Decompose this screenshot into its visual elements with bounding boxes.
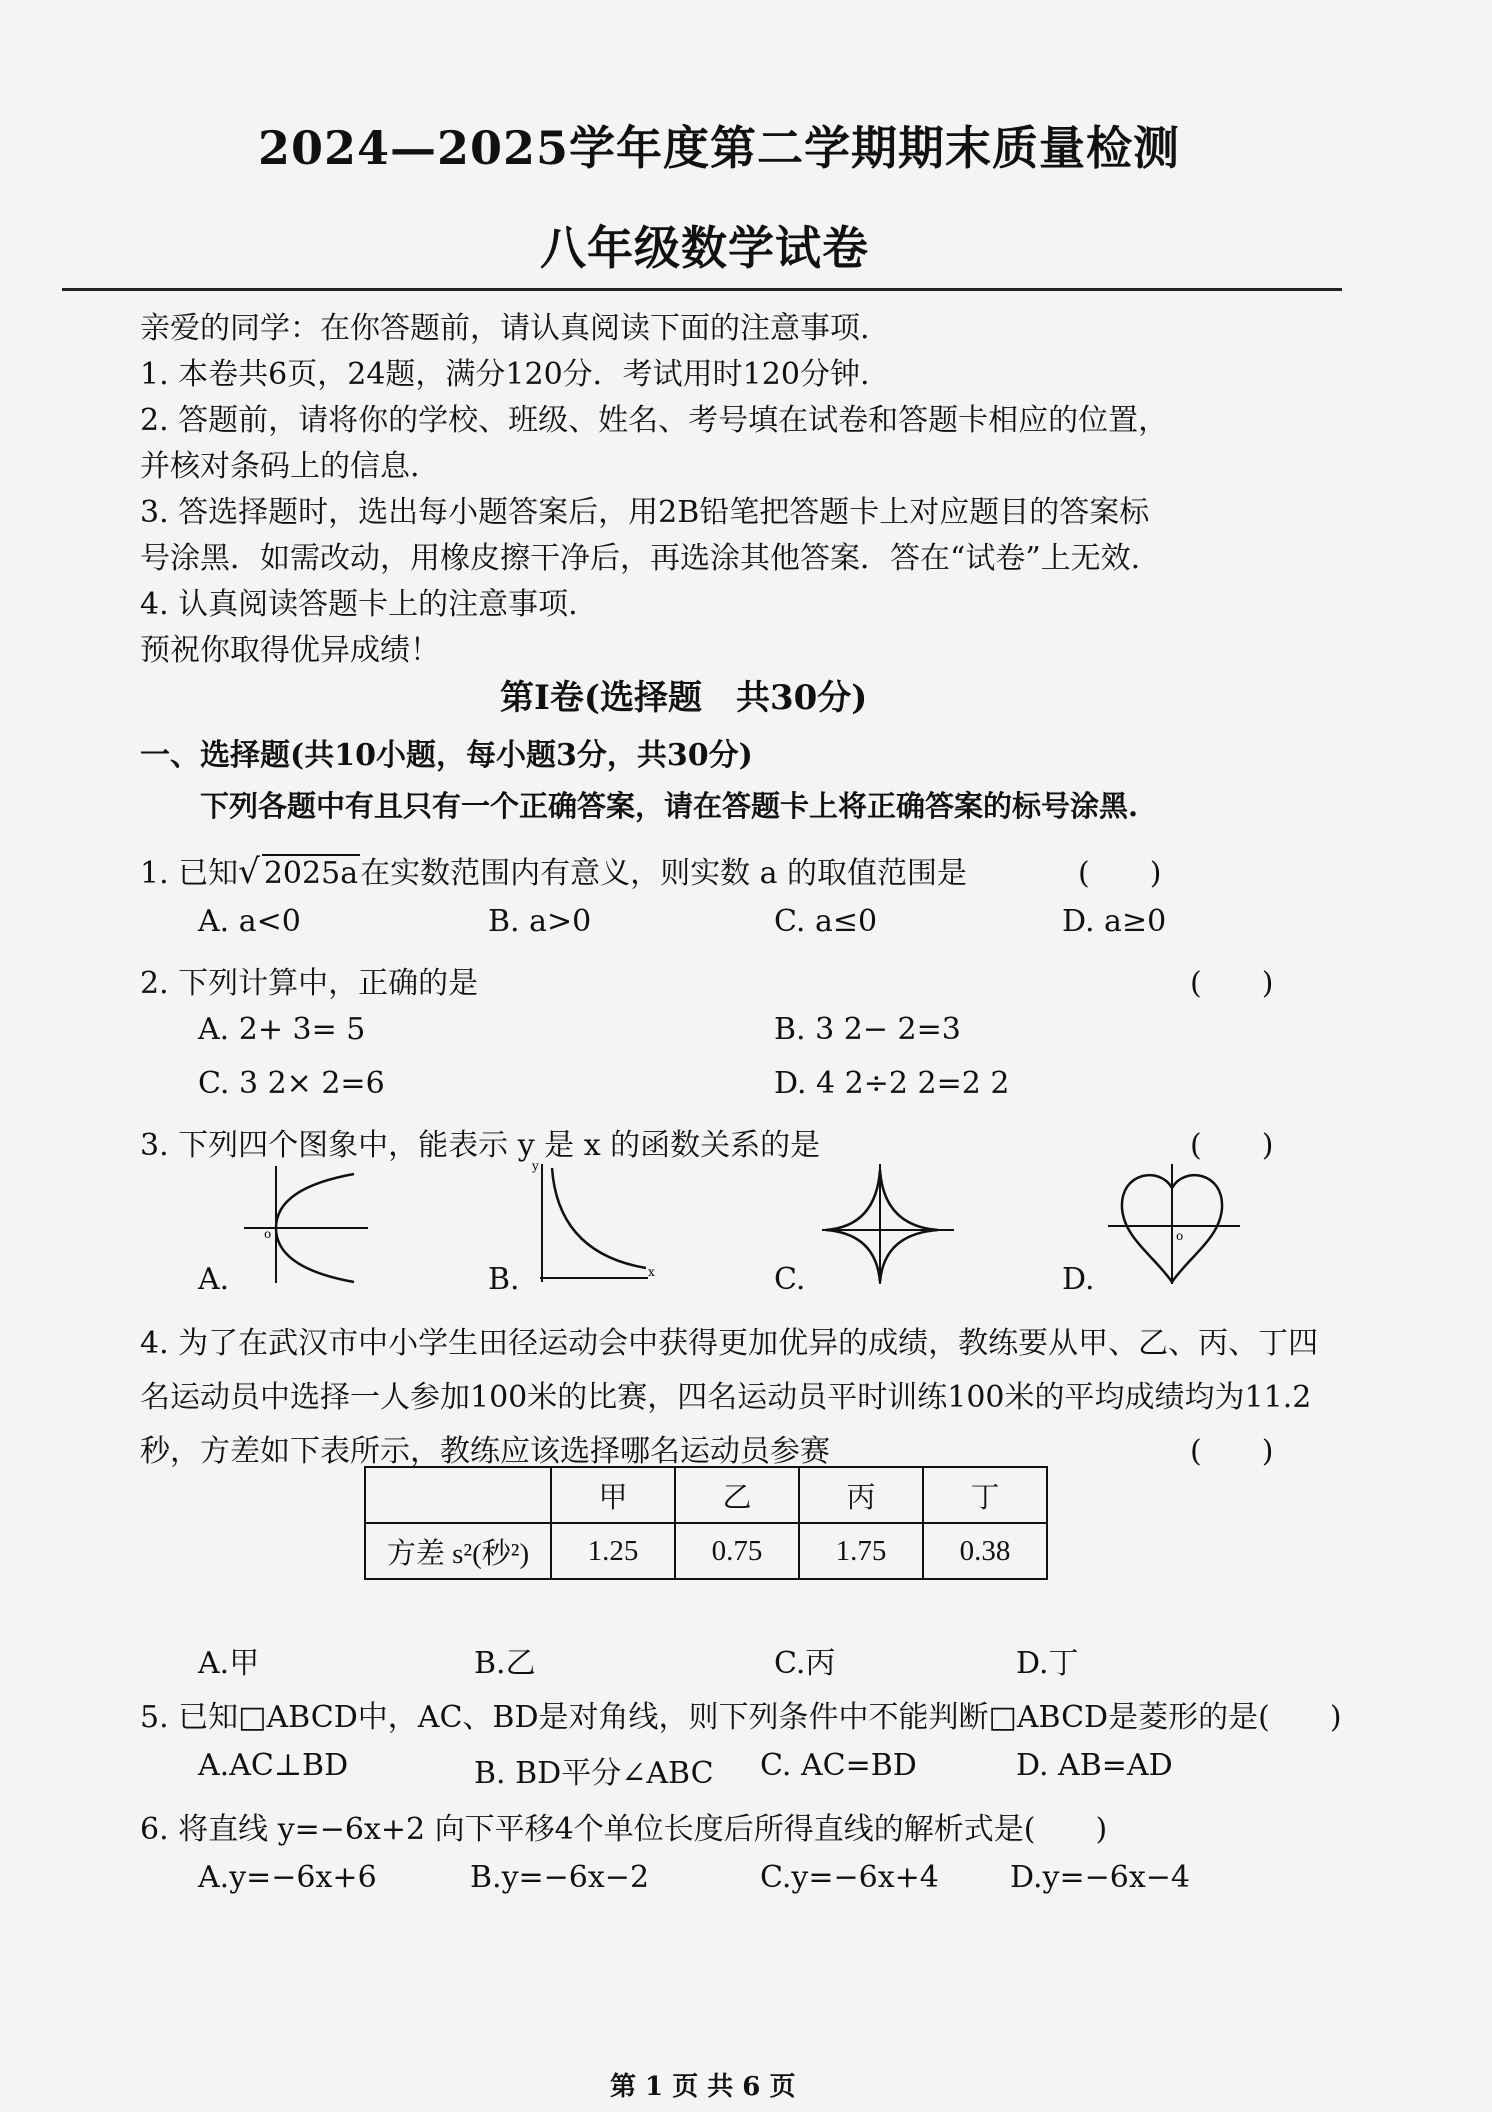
- graph-d-heart-icon: [1104, 1158, 1244, 1288]
- question-5: 5. 已知□ABCD中，AC、BD是对角线，则下列条件中不能判断□ABCD是菱形的是( ): [140, 1700, 1342, 1735]
- q2-option-c: C. 3 2× 2=6: [198, 1066, 385, 1101]
- question-4-answer-paren: ( ): [1190, 1434, 1274, 1469]
- question-6: 6. 将直线 y=−6x+2 向下平移4个单位长度后所得直线的解析式是( ): [140, 1812, 1108, 1847]
- q5-option-d: D. AB=AD: [1016, 1748, 1173, 1783]
- notice-item-4: 4. 认真阅读答题卡上的注意事项.: [140, 587, 578, 622]
- q5-option-b: B. BD平分∠ABC: [474, 1756, 714, 1791]
- q6-option-d: D.y=−6x−4: [1010, 1860, 1190, 1895]
- table-cell: 1.75: [799, 1523, 923, 1579]
- table-cell: 0.38: [923, 1523, 1047, 1579]
- question-2: 2. 下列计算中，正确的是: [140, 966, 479, 1001]
- header-divider: [62, 288, 1342, 291]
- q2-option-a: A. 2+ 3= 5: [198, 1012, 366, 1047]
- notice-item-3a: 3. 答选择题时，选出每小题答案后，用2B铅笔把答题卡上对应题目的答案标: [140, 495, 1150, 530]
- q4-option-b: B.乙: [474, 1646, 536, 1681]
- question-1-radicand: 2025a: [263, 856, 359, 891]
- q6-option-b: B.y=−6x−2: [470, 1860, 650, 1895]
- part-title: 第Ⅰ卷(选择题 共30分): [500, 678, 868, 718]
- section-instruction: 下列各题中有且只有一个正确答案，请在答题卡上将正确答案的标号涂黑.: [200, 789, 1139, 823]
- svg-text:o: o: [264, 1227, 272, 1241]
- table-row-label: 方差 s²(秒²): [365, 1523, 551, 1579]
- q1-option-a: A. a<0: [198, 904, 301, 939]
- q5-option-a: A.AC⊥BD: [198, 1748, 349, 1783]
- section-heading: 一、选择题(共10小题，每小题3分，共30分): [140, 738, 753, 773]
- notice-intro: 亲爱的同学：在你答题前，请认真阅读下面的注意事项.: [140, 311, 870, 346]
- table-header-cell: 丁: [923, 1467, 1047, 1523]
- table-header-cell: 甲: [551, 1467, 675, 1523]
- graph-a-sideways-parabola-icon: [236, 1158, 376, 1288]
- notice-item-2a: 2. 答题前，请将你的学校、班级、姓名、考号填在试卷和答题卡相应的位置，: [140, 403, 1169, 438]
- table-header-row: [365, 1467, 1047, 1523]
- table-cell: 1.25: [551, 1523, 675, 1579]
- question-2-answer-paren: ( ): [1190, 966, 1274, 1001]
- q5-option-c: C. AC=BD: [760, 1748, 917, 1783]
- notice-wish: 预祝你取得优异成绩！: [140, 633, 440, 668]
- variance-table: [364, 1466, 1048, 1580]
- q6-option-a: A.y=−6x+6: [198, 1860, 377, 1895]
- notice-item-2b: 并核对条码上的信息.: [140, 449, 420, 484]
- q1-option-d: D. a≥0: [1062, 904, 1167, 939]
- q4-option-c: C.丙: [774, 1646, 836, 1681]
- svg-text:y: y: [532, 1159, 539, 1173]
- q3-label-b: B.: [488, 1262, 520, 1297]
- question-1-answer-paren: ( ): [1078, 856, 1162, 891]
- svg-text:x: x: [648, 1265, 655, 1279]
- q6-option-c: C.y=−6x+4: [760, 1860, 939, 1895]
- table-row: [365, 1523, 1047, 1579]
- svg-text:o: o: [1176, 1229, 1184, 1243]
- q4-option-d: D.丁: [1016, 1646, 1079, 1681]
- q3-label-c: C.: [774, 1262, 806, 1297]
- graph-c-astroid-icon: [818, 1158, 958, 1288]
- question-1-suffix: 在实数范围内有意义，则实数 a 的取值范围是: [360, 856, 968, 891]
- q2-option-b: B. 3 2− 2=3: [774, 1012, 961, 1047]
- notice-item-3b: 号涂黑．如需改动，用橡皮擦干净后，再选涂其他答案．答在“试卷”上无效.: [140, 541, 1141, 576]
- q3-label-d: D.: [1062, 1262, 1095, 1297]
- table-header-cell: 丙: [799, 1467, 923, 1523]
- q4-option-a: A.甲: [198, 1646, 260, 1681]
- table-header-cell: 乙: [675, 1467, 799, 1523]
- question-3: 3. 下列四个图象中，能表示 y 是 x 的函数关系的是: [140, 1128, 821, 1163]
- exam-subtitle: 八年级数学试卷: [540, 221, 869, 275]
- sqrt-icon: √: [238, 852, 260, 892]
- q2-option-d: D. 4 2÷2 2=2 2: [774, 1066, 1010, 1101]
- q3-label-a: A.: [198, 1262, 230, 1297]
- question-1: [140, 848, 967, 892]
- notice-item-1: 1. 本卷共6页，24题，满分120分．考试用时120分钟.: [140, 357, 870, 392]
- question-4-line-1: 4. 为了在武汉市中小学生田径运动会中获得更加优异的成绩，教练要从甲、乙、丙、丁四: [140, 1326, 1319, 1361]
- exam-title: 2024—2025学年度第二学期期末质量检测: [258, 121, 1181, 175]
- question-4-line-3: 秒，方差如下表所示，教练应该选择哪名运动员参赛: [140, 1434, 830, 1469]
- question-4-line-2: 名运动员中选择一人参加100米的比赛，四名运动员平时训练100米的平均成绩均为11.2: [140, 1380, 1312, 1415]
- question-3-answer-paren: ( ): [1190, 1128, 1274, 1163]
- question-1-prefix: 1. 已知: [140, 856, 239, 891]
- page-number: 第 1 页 共 6 页: [610, 2072, 796, 2102]
- table-cell: 0.75: [675, 1523, 799, 1579]
- q1-option-b: B. a>0: [488, 904, 592, 939]
- table-header-cell: [365, 1467, 551, 1523]
- q1-option-c: C. a≤0: [774, 904, 878, 939]
- graph-b-hyperbola-icon: [528, 1158, 658, 1288]
